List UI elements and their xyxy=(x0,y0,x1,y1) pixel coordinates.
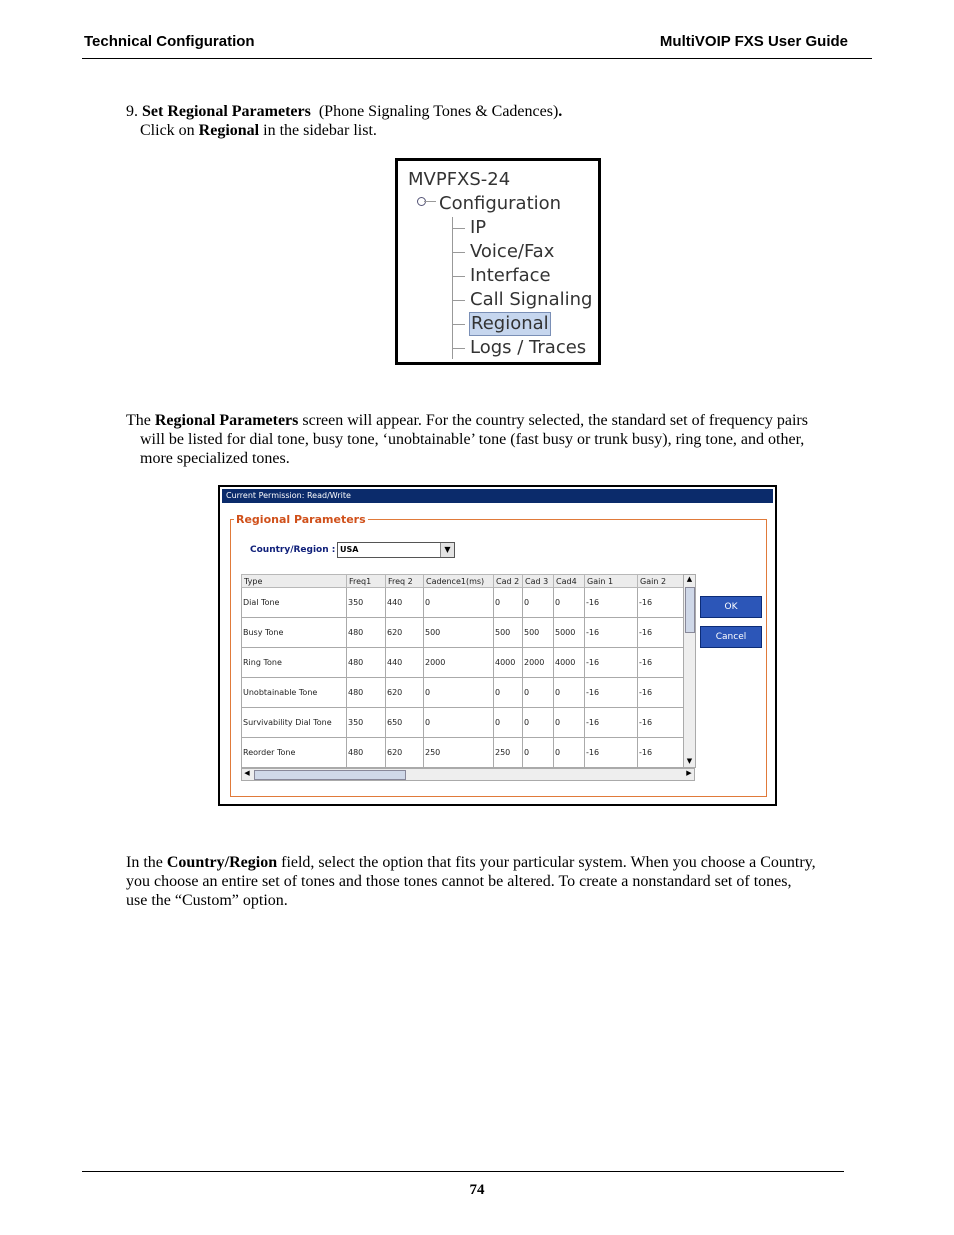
table-row[interactable] xyxy=(242,678,685,708)
table-row[interactable] xyxy=(242,708,685,738)
table-row[interactable] xyxy=(242,648,685,678)
table-cell: -16 xyxy=(638,588,685,618)
table-cell: Dial Tone xyxy=(242,588,347,618)
footer-rule xyxy=(82,1171,844,1172)
page-number: 74 xyxy=(469,1182,485,1198)
header-rule xyxy=(82,58,872,59)
table-header-row xyxy=(242,575,685,588)
tree-dash xyxy=(453,324,465,325)
p2-line1: screen will appear. For the country selected, the standard set of frequency pairs xyxy=(302,412,808,429)
regional-legend: Regional Parameters xyxy=(236,513,366,526)
table-cell: -16 xyxy=(585,708,638,738)
tree-dash xyxy=(453,348,465,349)
table-cell: 4000 xyxy=(494,648,523,678)
table-cell: 500 xyxy=(494,618,523,648)
tree-item-label: Voice/Fax xyxy=(470,241,555,262)
country-region-label: Country/Region : xyxy=(250,545,336,555)
table-cell: 0 xyxy=(554,708,585,738)
table-cell: 650 xyxy=(386,708,424,738)
tree-dash xyxy=(453,228,465,229)
column-header[interactable]: Cad 3 xyxy=(523,575,554,588)
regional-parameters-screenshot xyxy=(218,485,777,806)
vertical-scroll-thumb[interactable] xyxy=(685,587,695,633)
table-cell: 250 xyxy=(494,738,523,768)
column-header[interactable]: Gain 2 xyxy=(638,575,685,588)
column-header[interactable]: Freq 2 xyxy=(386,575,424,588)
table-cell: Unobtainable Tone xyxy=(242,678,347,708)
column-header[interactable]: Freq1 xyxy=(347,575,386,588)
ok-button[interactable]: OK xyxy=(700,596,762,618)
tree-dash xyxy=(453,276,465,277)
table-horizontal-scrollbar[interactable] xyxy=(241,768,695,781)
step-line2-pre: Click on xyxy=(140,122,195,139)
p2-bold: Regional Parameters xyxy=(154,412,299,429)
table-cell: 0 xyxy=(554,588,585,618)
column-header[interactable]: Cadence1(ms) xyxy=(424,575,494,588)
table-row[interactable] xyxy=(242,588,685,618)
tree-connector xyxy=(424,201,436,202)
p2-line2: will be listed for dial tone, busy tone, ‘unobtainable’ tone (fast busy or trunk busy), ring tone, and other, xyxy=(140,431,805,448)
table-cell: 0 xyxy=(523,588,554,618)
table-cell: 0 xyxy=(523,738,554,768)
tree-root[interactable]: MVPFXS-24 xyxy=(408,169,511,190)
table-cell: 0 xyxy=(494,708,523,738)
step-period: . xyxy=(558,103,563,120)
table-cell: 480 xyxy=(347,678,386,708)
table-cell: 620 xyxy=(386,678,424,708)
column-header[interactable]: Gain 1 xyxy=(585,575,638,588)
table-cell: 2000 xyxy=(424,648,494,678)
permission-bar: Current Permission: Read/Write xyxy=(222,489,773,503)
table-cell: Reorder Tone xyxy=(242,738,347,768)
table-cell: 2000 xyxy=(523,648,554,678)
paragraph-country-region xyxy=(126,853,886,910)
tree-configuration[interactable]: Configuration xyxy=(439,193,562,214)
tree-dash xyxy=(453,252,465,253)
table-cell: 440 xyxy=(386,588,424,618)
chevron-down-icon[interactable]: ▼ xyxy=(440,543,454,557)
table-cell: 4000 xyxy=(554,648,585,678)
table-cell: 0 xyxy=(494,588,523,618)
step-line2-bold: Regional xyxy=(198,122,260,139)
scroll-left-icon[interactable]: ◀ xyxy=(244,769,250,777)
tree-dash xyxy=(453,300,465,301)
scroll-right-icon[interactable]: ▶ xyxy=(686,769,692,777)
scroll-down-icon[interactable]: ▼ xyxy=(686,757,693,765)
tree-item-label: IP xyxy=(470,217,487,238)
table-cell: -16 xyxy=(638,708,685,738)
column-header[interactable]: Cad4 xyxy=(554,575,585,588)
table-cell: 500 xyxy=(424,618,494,648)
table-cell: 440 xyxy=(386,648,424,678)
p3-line3: use the “Custom” option. xyxy=(126,892,288,909)
table-cell: 480 xyxy=(347,618,386,648)
scroll-up-icon[interactable]: ▲ xyxy=(686,575,693,583)
table-cell: 0 xyxy=(523,678,554,708)
p3-line2: you choose an entire set of tones and those tones cannot be altered. To create a nonstandard set of tones, xyxy=(126,873,792,890)
tree-item-label: Logs / Traces xyxy=(470,337,587,358)
table-cell: 350 xyxy=(347,588,386,618)
tree-item-label: Regional xyxy=(471,313,549,334)
p3-bold: Country/Region xyxy=(166,854,278,871)
table-cell: 0 xyxy=(424,678,494,708)
horizontal-scroll-thumb[interactable] xyxy=(254,770,406,780)
sidebar-tree-screenshot xyxy=(395,158,601,365)
column-header[interactable]: Type xyxy=(242,575,347,588)
paragraph-regional-intro xyxy=(126,411,866,468)
header-guide-title: MultiVOIP FXS User Guide xyxy=(659,33,848,50)
table-cell: 500 xyxy=(523,618,554,648)
table-cell: 620 xyxy=(386,738,424,768)
table-cell: 480 xyxy=(347,648,386,678)
table-cell: 5000 xyxy=(554,618,585,648)
table-cell: -16 xyxy=(585,588,638,618)
step-number: 9. xyxy=(126,103,138,120)
table-cell: Ring Tone xyxy=(242,648,347,678)
tree-item-label: Interface xyxy=(470,265,551,286)
table-cell: 0 xyxy=(424,708,494,738)
table-cell: 0 xyxy=(554,738,585,768)
table-cell: -16 xyxy=(585,648,638,678)
country-region-value: USA xyxy=(340,545,359,554)
table-cell: 620 xyxy=(386,618,424,648)
header-section-title: Technical Configuration xyxy=(84,33,255,50)
table-cell: -16 xyxy=(638,678,685,708)
table-cell: 350 xyxy=(347,708,386,738)
table-cell: 0 xyxy=(424,588,494,618)
table-cell: 0 xyxy=(554,678,585,708)
cancel-button[interactable]: Cancel xyxy=(700,626,762,648)
country-region-select[interactable] xyxy=(337,542,455,558)
table-cell: 480 xyxy=(347,738,386,768)
table-cell: Survivability Dial Tone xyxy=(242,708,347,738)
table-cell: -16 xyxy=(585,618,638,648)
step-line2-post: in the sidebar list. xyxy=(263,122,377,139)
table-cell: -16 xyxy=(585,678,638,708)
table-cell: Busy Tone xyxy=(242,618,347,648)
step-subtitle: (Phone Signaling Tones & Cadences) xyxy=(318,103,559,120)
table-cell: -16 xyxy=(638,648,685,678)
p3-pre: In the xyxy=(126,854,163,871)
table-cell: -16 xyxy=(638,618,685,648)
step-9 xyxy=(126,102,562,140)
table-row[interactable] xyxy=(242,618,685,648)
table-cell: 0 xyxy=(494,678,523,708)
p2-pre: The xyxy=(126,412,151,429)
column-header[interactable]: Cad 2 xyxy=(494,575,523,588)
table-vertical-scrollbar[interactable] xyxy=(683,574,696,768)
tree-branch-line xyxy=(452,217,453,359)
p2-line3: more specialized tones. xyxy=(140,450,290,467)
table-row[interactable] xyxy=(242,738,685,768)
table-cell: 250 xyxy=(424,738,494,768)
tone-table xyxy=(241,574,685,768)
step-title: Set Regional Parameters xyxy=(142,103,311,120)
table-cell: -16 xyxy=(585,738,638,768)
p3-line1: field, select the option that fits your particular system. When you choose a Country, xyxy=(281,854,816,871)
tree-item-label: Call Signaling xyxy=(470,289,593,310)
table-cell: 0 xyxy=(523,708,554,738)
table-cell: -16 xyxy=(638,738,685,768)
